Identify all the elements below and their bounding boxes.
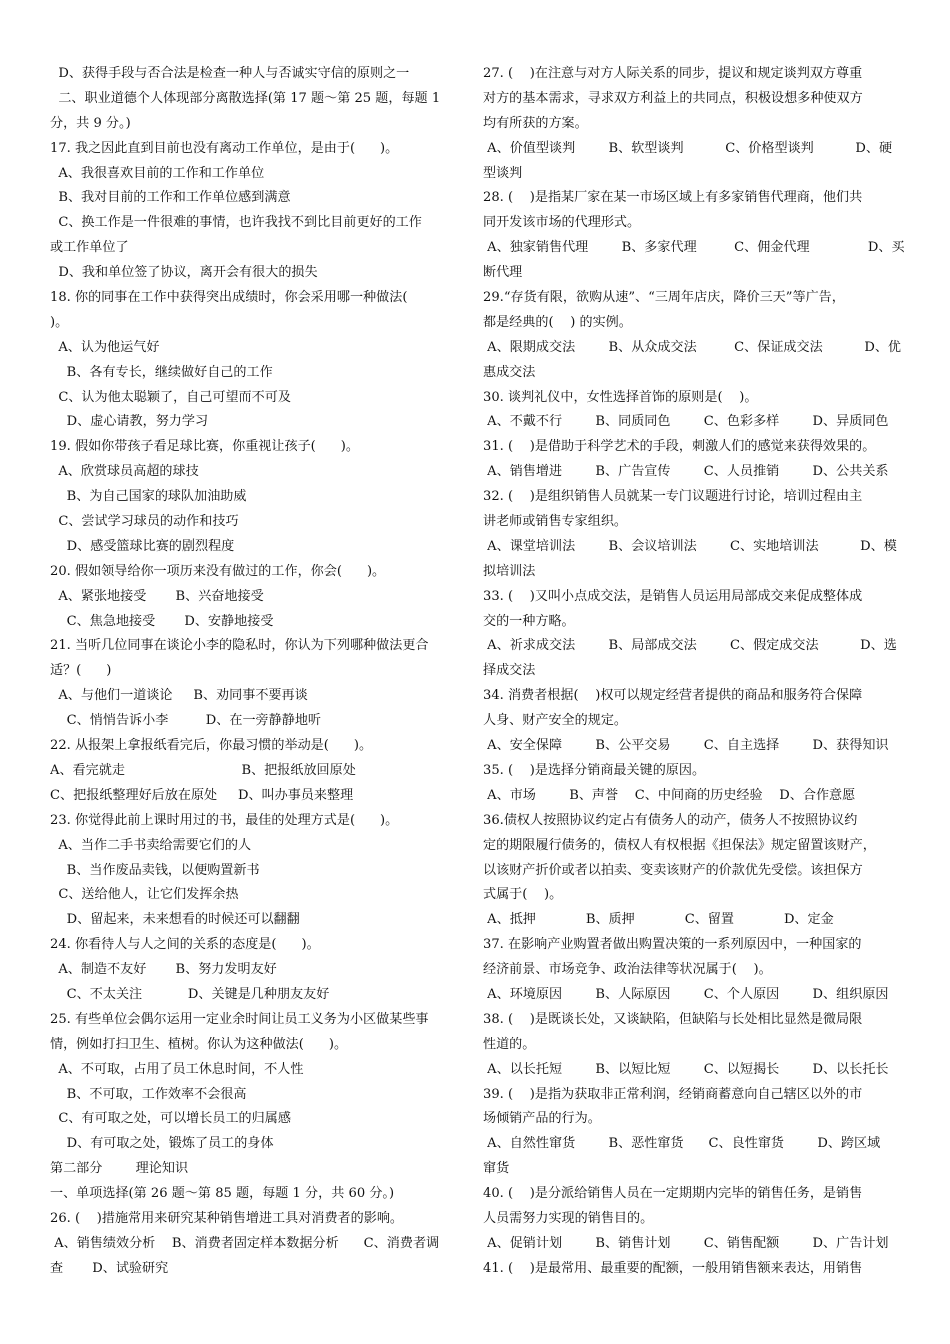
left-column-line: C、送给他人，让它们发挥余热 bbox=[50, 887, 239, 903]
right-column-line: 交的一种方略。 bbox=[483, 613, 575, 629]
right-column-line: 38. ( )是既谈长处，又谈缺陷，但缺陷与长处相比显然是微局限 bbox=[483, 1011, 863, 1027]
left-column-line: C、焦急地接受 D、安静地接受 bbox=[50, 613, 274, 629]
right-column-line: 讲老师或销售专家组织。 bbox=[483, 514, 628, 530]
right-column-line: A、以长托短 B、以短比短 C、以短揭长 D、以长托长 bbox=[483, 1061, 889, 1077]
right-column-line: 断代理 bbox=[483, 265, 523, 281]
left-column-line: A、当作二手书卖给需要它们的人 bbox=[50, 837, 252, 853]
right-column-line: 性道的。 bbox=[483, 1036, 536, 1052]
left-column-line: A、看完就走 B、把报纸放回原处 bbox=[50, 762, 356, 778]
left-column-line: C、认为他太聪颖了，自己可望而不可及 bbox=[50, 389, 291, 405]
right-column-line: 28. ( )是指某厂家在某一市场区域上有多家销售代理商，他们共 bbox=[483, 190, 863, 206]
left-column-line: C、不太关注 D、关键是几种朋友友好 bbox=[50, 986, 330, 1002]
right-column-line: 同开发该市场的代理形式。 bbox=[483, 215, 641, 231]
right-column-line: 型谈判 bbox=[483, 165, 523, 181]
right-column-line: A、安全保障 B、公平交易 C、自主选择 D、获得知识 bbox=[483, 738, 889, 754]
right-column-line: A、祈求成交法 B、局部成交法 C、假定成交法 D、选 bbox=[483, 638, 897, 654]
left-column-line: 25. 有些单位会偶尔运用一定业余时间让员工义务为小区做某些事 bbox=[50, 1011, 429, 1027]
right-column-line: A、价值型谈判 B、软型谈判 C、价格型谈判 D、硬 bbox=[483, 140, 893, 156]
left-column-line: A、紧张地接受 B、兴奋地接受 bbox=[50, 588, 264, 604]
right-column-line: 30. 谈判礼仪中，女性选择首饰的原则是( )。 bbox=[483, 389, 758, 405]
left-column-line: D、感受篮球比赛的剧烈程度 bbox=[50, 538, 235, 554]
left-column-line: D、虚心请教，努力学习 bbox=[50, 414, 209, 430]
left-column-line: C、把报纸整理好后放在原处 D、叫办事员来整理 bbox=[50, 787, 354, 803]
right-column-line: 33. ( )又叫小点成交法，是销售人员运用局部成交来促成整体成 bbox=[483, 588, 863, 604]
right-column-line: 都是经典的( ) 的实例。 bbox=[483, 314, 632, 330]
right-column-line: 均有所获的方案。 bbox=[483, 115, 588, 131]
left-column-line: 适？( ) bbox=[50, 663, 112, 679]
right-column-line: 32. ( )是组织销售人员就某一专门议题进行讨论，培训过程由主 bbox=[483, 489, 863, 505]
right-column bbox=[483, 62, 905, 1282]
left-column-line: C、尝试学习球员的动作和技巧 bbox=[50, 514, 239, 530]
left-column-line: A、制造不友好 B、努力发明友好 bbox=[50, 962, 277, 978]
left-column-line: 24. 你看待人与人之间的关系的态度是( )。 bbox=[50, 937, 320, 953]
left-column-line: 第二部分 理论知识 bbox=[50, 1161, 189, 1177]
right-column-line: 惠成交法 bbox=[483, 364, 536, 380]
left-column-line: B、各有专长，继续做好自己的工作 bbox=[50, 364, 273, 380]
right-column-line: 经济前景、市场竞争、政治法律等状况属于( )。 bbox=[483, 962, 772, 978]
left-column-line: D、获得手段与否合法是检查一种人与否诚实守信的原则之一 bbox=[50, 66, 410, 81]
right-column-line: 27. ( )在注意与对方人际关系的同步，提议和规定谈判双方尊重 bbox=[483, 66, 863, 81]
left-column-line: 17. 我之因此直到目前也没有离动工作单位，是由于( )。 bbox=[50, 140, 399, 156]
left-column-line: B、为自己国家的球队加油助威 bbox=[50, 489, 247, 505]
left-column-line: A、我很喜欢目前的工作和工作单位 bbox=[50, 165, 265, 181]
right-column-line: A、市场 B、声誉 C、中间商的历史经验 D、合作意愿 bbox=[483, 787, 856, 803]
right-column-line: 35. ( )是选择分销商最关键的原因。 bbox=[483, 762, 706, 778]
left-column-line: 20. 假如领导给你一项历来没有做过的工作，你会( )。 bbox=[50, 563, 386, 579]
left-column-line: 一、单项选择(第 26 题～第 85 题，每题 1 分，共 60 分。) bbox=[50, 1186, 395, 1202]
left-column-line: 26. ( )措施常用来研究某种销售增进工具对消费者的影响。 bbox=[50, 1210, 404, 1226]
left-column-line: 查 D、试验研究 bbox=[50, 1260, 169, 1276]
left-column-line: A、欣赏球员高超的球技 bbox=[50, 464, 199, 480]
right-column-line: A、自然性窜货 B、恶性窜货 C、良性窜货 D、跨区域 bbox=[483, 1136, 881, 1152]
right-column-line: 39. ( )是指为获取非正常利润，经销商蓄意向自己辖区以外的市 bbox=[483, 1086, 863, 1102]
right-column-line: 31. ( )是借助于科学艺术的手段，刺激人们的感觉来获得效果的。 bbox=[483, 439, 876, 455]
left-column-line: 23. 你觉得此前上课时用过的书，最佳的处理方式是( )。 bbox=[50, 812, 399, 828]
right-column-line: 29.“存货有限，欲购从速”、“三周年店庆，降价三天”等广告， bbox=[483, 290, 845, 306]
right-column-line: A、抵押 B、质押 C、留置 D、定金 bbox=[483, 912, 834, 928]
left-column-line: 分，共 9 分。) bbox=[50, 115, 131, 131]
right-column-line: 34. 消费者根据( )权可以规定经营者提供的商品和服务符合保障 bbox=[483, 688, 863, 704]
right-column-line: 窜货 bbox=[483, 1161, 510, 1177]
right-column-line: A、销售增进 B、广告宣传 C、人员推销 D、公共关系 bbox=[483, 464, 889, 480]
left-column-line: C、有可取之处，可以增长员工的归属感 bbox=[50, 1111, 291, 1127]
right-column-line: A、课堂培训法 B、会议培训法 C、实地培训法 D、模 bbox=[483, 538, 897, 554]
right-column-line: A、独家销售代理 B、多家代理 C、佣金代理 D、买 bbox=[483, 240, 905, 256]
left-column-line: C、换工作是一件很难的事情，也许我找不到比目前更好的工作 bbox=[50, 215, 422, 231]
right-column-line: 拟培训法 bbox=[483, 563, 536, 579]
right-column-line: 择成交法 bbox=[483, 663, 536, 679]
right-column-line: 41. ( )是最常用、最重要的配额，一般用销售额来表达，用销售 bbox=[483, 1260, 863, 1276]
left-column bbox=[50, 62, 472, 1282]
left-column-line: D、留起来，未来想看的时候还可以翻翻 bbox=[50, 912, 300, 928]
right-column-line: 36.债权人按照协议约定占有债务人的动产，债务人不按照协议约 bbox=[483, 812, 858, 828]
left-column-line: B、我对目前的工作和工作单位感到满意 bbox=[50, 190, 291, 206]
right-column-line: 以该财产折价或者以拍卖、变卖该财产的价款优先受偿。该担保方 bbox=[483, 862, 863, 878]
left-column-line: D、有可取之处，锻炼了员工的身体 bbox=[50, 1136, 274, 1152]
right-column-line: 定的期限履行债务的，债权人有权根据《担保法》规定留置该财产， bbox=[483, 837, 876, 853]
left-column-line: A、与他们一道谈论 B、劝同事不要再谈 bbox=[50, 688, 308, 704]
left-column-line: B、不可取，工作效率不会很高 bbox=[50, 1086, 247, 1102]
right-column-line: A、环境原因 B、人际原因 C、个人原因 D、组织原因 bbox=[483, 986, 889, 1002]
left-column-line: 22. 从报架上拿报纸看完后，你最习惯的举动是( )。 bbox=[50, 738, 373, 754]
left-column-line: A、销售绩效分析 B、消费者固定样本数据分析 C、消费者调 bbox=[50, 1235, 440, 1251]
left-column-line: 18. 你的同事在工作中获得突出成绩时，你会采用哪一种做法( bbox=[50, 290, 408, 306]
right-column-line: A、限期成交法 B、从众成交法 C、保证成交法 D、优 bbox=[483, 339, 902, 355]
left-column-line: 二、职业道德个人体现部分离散选择(第 17 题～第 25 题，每题 1 bbox=[50, 90, 441, 106]
left-column-line: 21. 当听几位同事在谈论小李的隐私时，你认为下列哪种做法更合 bbox=[50, 638, 429, 654]
left-column-line: 情，例如打扫卫生、植树。你认为这种做法( )。 bbox=[50, 1036, 348, 1052]
left-column-line: 19. 假如你带孩子看足球比赛，你重视让孩子( )。 bbox=[50, 439, 359, 455]
right-column-line: 场倾销产品的行为。 bbox=[483, 1111, 601, 1127]
right-column-line: A、不戴不行 B、同质同色 C、色彩多样 D、异质同色 bbox=[483, 414, 889, 430]
left-column-line: A、认为他运气好 bbox=[50, 339, 160, 355]
left-column-line: D、我和单位签了协议，离开会有很大的损失 bbox=[50, 265, 318, 281]
right-column-line: 式属于( )。 bbox=[483, 887, 563, 903]
left-column-line: C、悄悄告诉小李 D、在一旁静静地听 bbox=[50, 713, 322, 729]
right-column-line: A、促销计划 B、销售计划 C、销售配额 D、广告计划 bbox=[483, 1235, 889, 1251]
right-column-line: 人身、财产安全的规定。 bbox=[483, 713, 628, 729]
right-column-line: 人员需努力实现的销售目的。 bbox=[483, 1210, 654, 1226]
right-column-line: 40. ( )是分派给销售人员在一定期期内完毕的销售任务，是销售 bbox=[483, 1186, 863, 1202]
left-column-line: )。 bbox=[50, 314, 69, 330]
left-column-line: B、当作废品卖钱，以便购置新书 bbox=[50, 862, 260, 878]
left-column-line: A、不可取，占用了员工休息时间，不人性 bbox=[50, 1061, 304, 1077]
right-column-line: 37. 在影响产业购置者做出购置决策的一系列原因中，一种国家的 bbox=[483, 937, 862, 953]
left-column-line: 或工作单位了 bbox=[50, 240, 129, 256]
right-column-line: 对方的基本需求，寻求双方利益上的共同点，积极设想多种使双方 bbox=[483, 90, 863, 106]
